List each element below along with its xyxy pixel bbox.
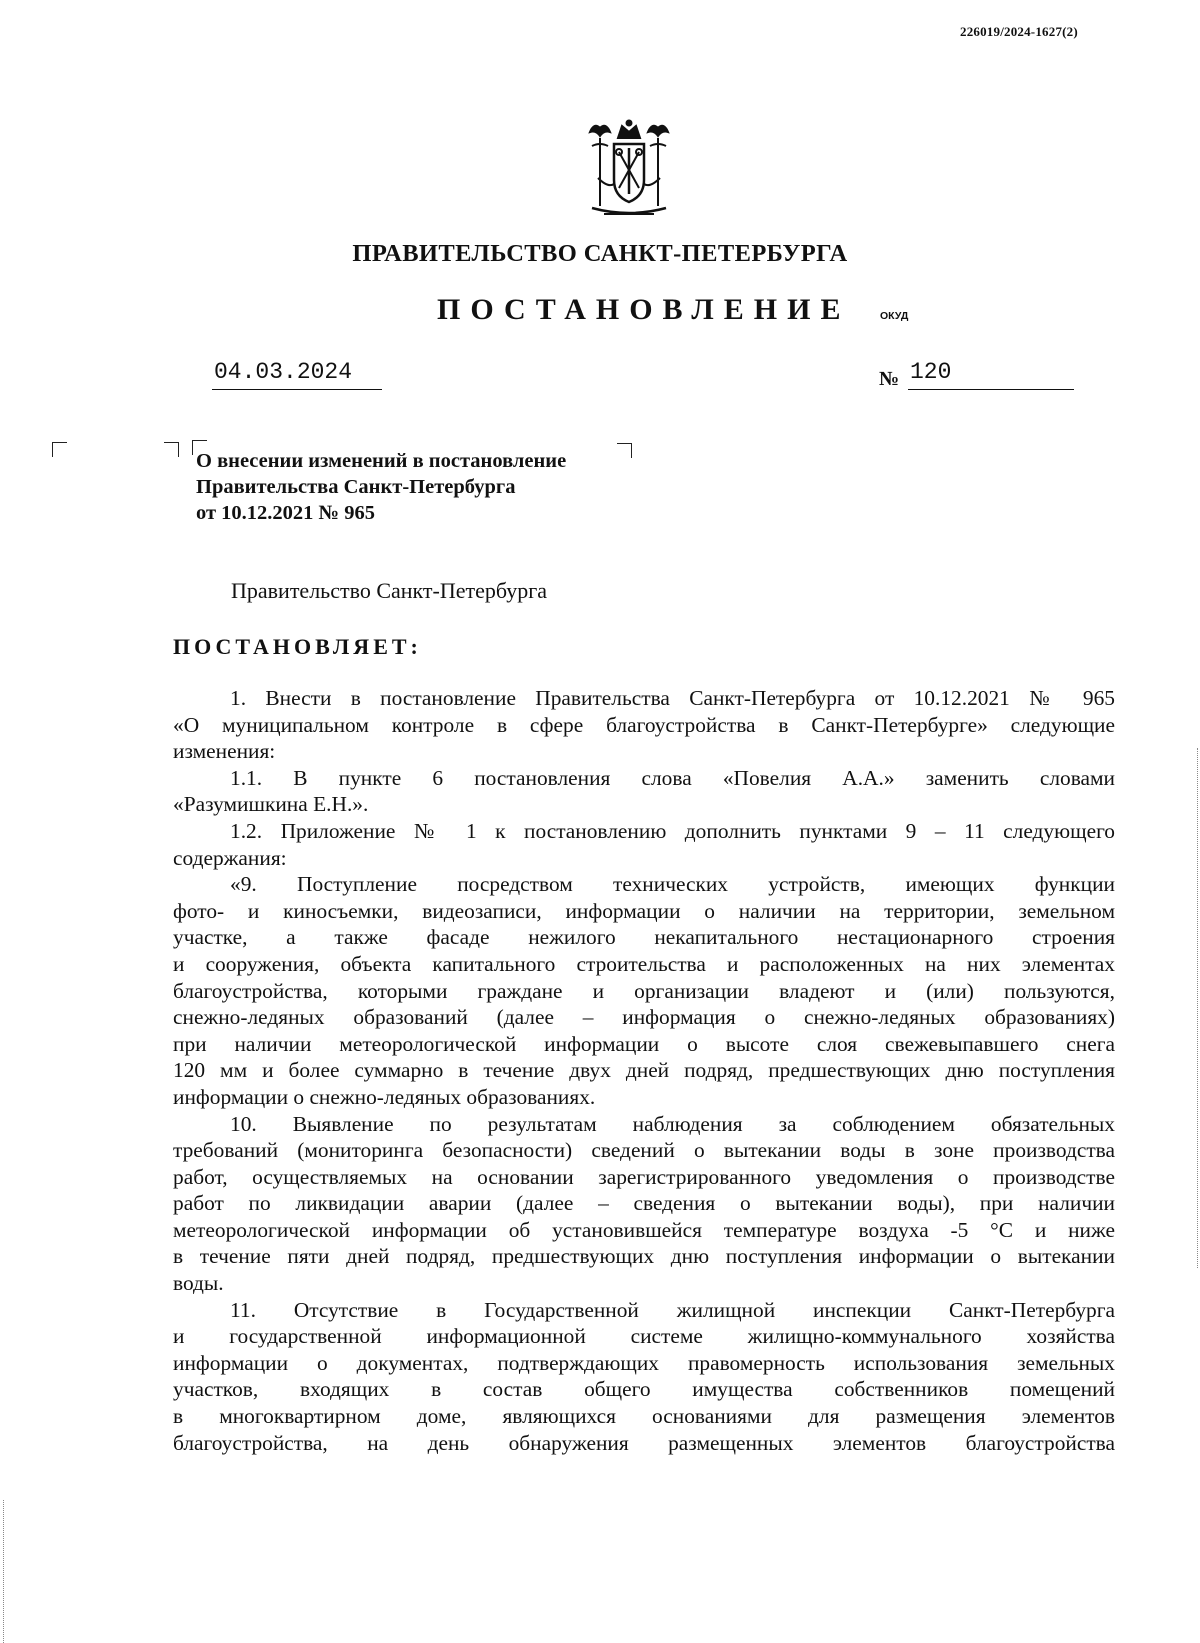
subject-line: Правительства Санкт-Петербурга [196,476,516,498]
number-sign: № [879,368,900,390]
body-line: фото- и киносъемки, видеозаписи, информации о наличии на территории, земельном [173,898,1115,923]
body-line: 10. Выявление по результатам наблюдения за соблюдением обязательных [230,1111,1115,1136]
document-subject [196,448,566,526]
body-line: и государственной информационной системе жилищно-коммунального хозяйства [173,1324,1115,1349]
document-registration-number: 226019/2024-1627(2) [960,24,1078,39]
organization-title: ПРАВИТЕЛЬСТВО САНКТ-ПЕТЕРБУРГА [352,240,848,267]
corner-mark [617,443,632,458]
scan-edge-mark [1197,748,1198,1268]
number-underline [908,389,1074,390]
body-line: информации о документах, подтверждающих правомерность использования земельных [173,1350,1115,1375]
subject-line: О внесении изменений в постановление [196,450,567,472]
body-line: 120 мм и более суммарно в течение двух дней подряд, предшествующих дню поступления [173,1058,1115,1083]
body-line: участков, входящих в состав общего имущества собственников помещений [173,1377,1115,1402]
body-line: «О муниципальном контроле в сфере благоустройства в Санкт-Петербурге» следующие [173,712,1115,737]
corner-mark [164,442,179,457]
date-underline [212,389,382,390]
body-line: содержания: [173,845,287,870]
body-line: работ по ликвидации аварии (далее – сведения о вытекании воды), при наличии [173,1191,1115,1216]
body-line: воды. [173,1271,224,1296]
body-line: «Разумишкина Е.Н.». [173,792,369,817]
body-line: работ, осуществляемых на основании зарегистрированного уведомления о производстве [173,1164,1115,1189]
body-line: благоустройства, которыми граждане и организации владеют и (или) пользуются, [173,978,1115,1003]
body-line: 1. Внести в постановление Правительства Санкт-Петербурга от 10.12.2021 № 965 [230,686,1115,710]
body-line: изменения: [173,739,276,764]
document-body [173,685,1115,1456]
body-line: участке, а также фасаде нежилого некапитального нестационарного строения [173,925,1115,950]
okud-label: ОКУД [880,310,909,322]
document-number: 120 [910,359,952,385]
document-date: 04.03.2024 [214,359,353,385]
body-line: 1.2. Приложение № 1 к постановлению дополнить пунктами 9 – 11 следующего [230,818,1115,843]
body-line: благоустройства, на день обнаружения размещенных элементов благоустройства [173,1430,1115,1455]
document-type-title: ПОСТАНОВЛЕНИЕ [437,293,851,326]
body-line: в многоквартирном доме, являющихся основаниями для размещения элементов [173,1404,1115,1429]
preamble-government: Правительство Санкт-Петербурга [231,578,548,603]
body-line: информации о снежно-ледяных образованиях. [173,1084,596,1109]
subject-line: от 10.12.2021 № 965 [196,502,376,524]
saint-petersburg-coat-of-arms-icon [578,118,680,222]
body-line: при наличии метеорологической информации о высоте слоя свежевыпавшего снега [173,1031,1115,1056]
corner-mark [52,442,67,457]
body-line: «9. Поступление посредством технических устройств, имеющих функции [230,872,1115,897]
body-line: метеорологической информации об установившейся температуре воздуха -5 °С и ниже [173,1217,1115,1242]
body-line: 1.1. В пункте 6 постановления слова «Повелия А.А.» заменить словами [230,765,1115,790]
body-line: требований (мониторинга безопасности) сведений о вытекании воды в зоне производства [173,1138,1115,1163]
body-line: 11. Отсутствие в Государственной жилищной инспекции Санкт-Петербурга [230,1297,1115,1322]
body-line: и сооружения, объекта капитального строительства и расположенных на них элементах [173,951,1115,976]
decree-word: ПОСТАНОВЛЯЕТ: [173,634,422,659]
body-line: в течение пяти дней подряд, предшествующих дню поступления информации о вытекании [173,1244,1115,1269]
scan-edge-mark [3,1500,4,1643]
body-line: снежно-ледяных образований (далее – информация о снежно-ледяных образованиях) [173,1005,1115,1030]
